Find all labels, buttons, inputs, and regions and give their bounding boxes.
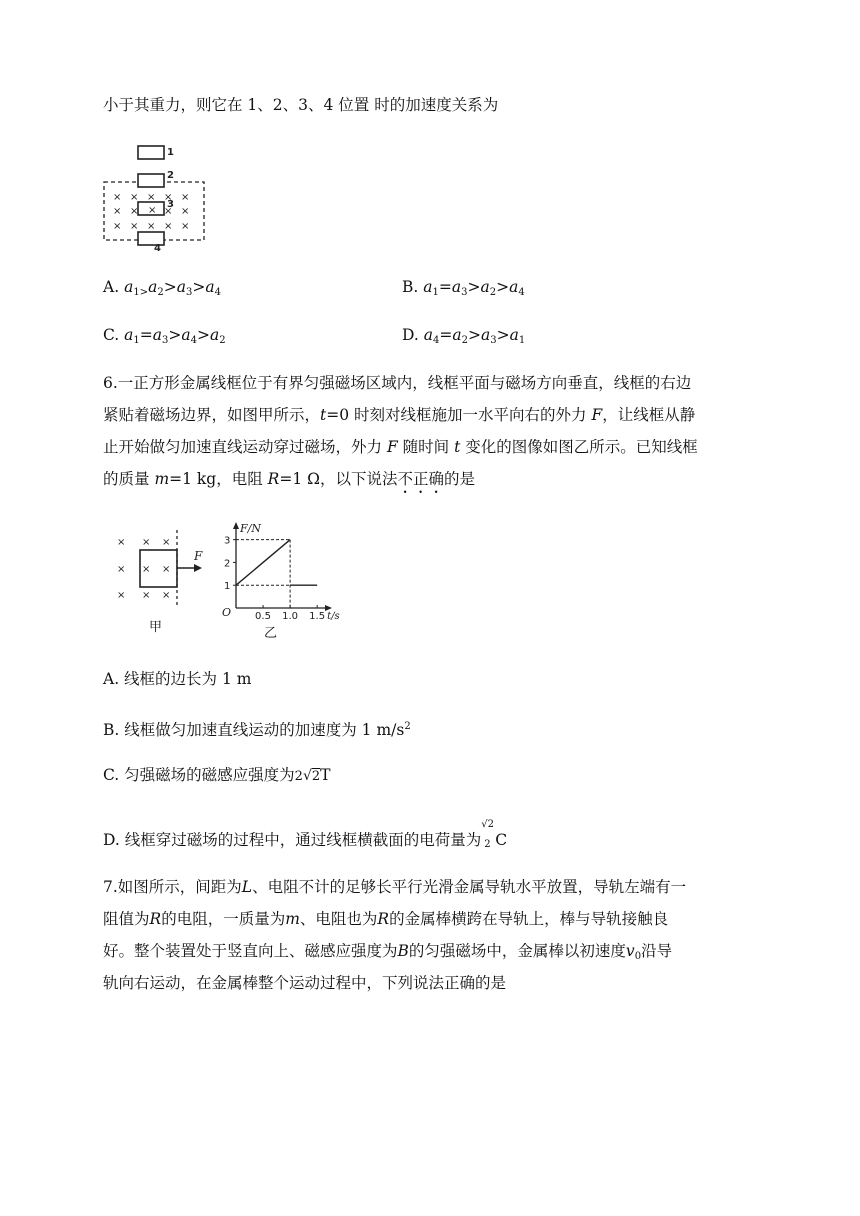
q6-option-c-coef: 2 <box>294 769 303 784</box>
svg-text:×: × <box>142 564 151 575</box>
q6-stem-line-3 <box>103 437 698 457</box>
q5-frame-position-2 <box>138 174 164 187</box>
chart-y-tick-label-1: 2 <box>224 558 231 570</box>
svg-text:×: × <box>130 192 139 203</box>
q6-figure-jia <box>112 528 212 608</box>
chart-x-tick-label-1: 1.0 <box>282 611 299 622</box>
chart-x-tick-label-2: 1.5 <box>309 611 326 622</box>
svg-text:×: × <box>142 590 151 601</box>
q6-l3-c: 变化的图像如图乙所示。已知线框 <box>460 438 698 456</box>
q6-option-b-text: B. 线框做匀加速直线运动的加速度为 1 m/s <box>103 721 405 739</box>
q6-l3-F: F <box>386 438 398 456</box>
chart-y-label: F/N <box>240 522 261 535</box>
svg-text:×: × <box>142 537 151 548</box>
q6-l3-b: 随时间 <box>397 438 455 456</box>
q7-l3-v-subscript: 0 <box>634 951 642 962</box>
svg-text:×: × <box>148 205 157 216</box>
chart-y-tick-label-0: 1 <box>224 581 231 593</box>
q7-l3-b: 的匀强磁场中，金属棒以初速度 <box>408 942 626 960</box>
q5-frame-position-1 <box>138 146 164 159</box>
q6-l4-c: =1 Ω，以下说法 <box>279 470 398 488</box>
q7-l1-L: L <box>241 878 253 896</box>
q7-stem-line-2 <box>103 909 668 929</box>
q7-l1-b: 、电阻不计的足够长平行光滑金属导轨水平放置，导轨左端有一 <box>252 878 687 896</box>
svg-text:×: × <box>130 206 139 217</box>
q5-option-c-prefix: C. <box>103 326 125 344</box>
chart-origin-label: O <box>222 606 232 619</box>
svg-text:×: × <box>113 192 122 203</box>
q6-l4-R: R <box>267 470 280 488</box>
q6-l3-a: 止开始做匀加速直线运动穿过磁场，外力 <box>103 438 387 456</box>
q7-l2-m: m <box>285 910 300 928</box>
svg-text:×: × <box>164 221 173 232</box>
q6-option-d-denominator: 2 <box>484 839 491 850</box>
q5-option-d-prefix: D. <box>402 326 424 344</box>
svg-text:×: × <box>181 192 190 203</box>
svg-text:×: × <box>164 192 173 203</box>
q6-l3-t: t <box>454 438 461 456</box>
svg-text:×: × <box>117 537 126 548</box>
q6-l2-t: t <box>320 406 327 424</box>
q6-l4-m: m <box>154 470 170 488</box>
sqrt-icon: √ <box>302 768 312 784</box>
q6-option-d[interactable] <box>103 819 508 850</box>
q6-option-c[interactable] <box>103 765 331 787</box>
q6-l4-a: 的质量 <box>103 470 155 488</box>
q6-l4-e: 的是 <box>444 470 476 488</box>
chart-y-axis-arrow <box>233 522 239 529</box>
svg-text:×: × <box>162 537 171 548</box>
chart-x-tick-label-0: 0.5 <box>255 611 271 622</box>
q5-option-b[interactable]: B. $a_1=a_3>a_2>a_4$ <box>402 278 525 298</box>
svg-text:×: × <box>147 192 156 203</box>
q6-l2-b: =0 时刻对线框施加一水平向右的外力 <box>326 406 592 424</box>
q7-l2-R2: R <box>377 910 390 928</box>
q6-chart-yi <box>216 520 340 622</box>
q6-option-c-radicand: 2 <box>311 769 321 784</box>
q7-l2-d: 的金属棒横跨在导轨上，棒与导轨接触良 <box>389 910 669 928</box>
svg-text:×: × <box>164 206 173 217</box>
q6-force-arrowhead <box>194 564 202 572</box>
q7-l2-c: 、电阻也为 <box>299 910 378 928</box>
q5-figure <box>100 140 212 252</box>
svg-text:×: × <box>181 221 190 232</box>
q6-l4-b: =1 kg，电阻 <box>169 470 268 488</box>
q6-caption-jia: 甲 <box>149 620 163 635</box>
q7-l2-b: 的电阻，一质量为 <box>161 910 286 928</box>
q7-l1-a: 7.如图所示，间距为 <box>103 878 242 896</box>
chart-series-line-0 <box>236 540 290 586</box>
q6-stem-line-2 <box>103 405 695 425</box>
svg-text:×: × <box>117 564 126 575</box>
q7-l2-a: 阻值为 <box>103 910 150 928</box>
q7-stem-line-3 <box>103 941 672 967</box>
q7-l3-a: 好。整个装置处于竖直向上、磁感应强度为 <box>103 942 398 960</box>
svg-text:×: × <box>113 221 122 232</box>
q7-stem-line-1 <box>103 877 686 897</box>
q5-option-c[interactable]: C. $a_1=a_3>a_4>a_2$ <box>103 326 226 346</box>
q6-option-b[interactable] <box>103 717 411 740</box>
q6-option-d-numerator: √2 <box>481 819 494 830</box>
svg-text:×: × <box>181 206 190 217</box>
q6-option-d-unit: C <box>495 831 508 849</box>
q6-option-b-exponent: 2 <box>404 721 411 732</box>
q7-stem-line-4: 轨向右运动，在金属棒整个运动过程中，下列说法正确的是 <box>103 974 507 992</box>
q5-option-a[interactable]: A. $a_1>a_2>a_3>a_4$ <box>103 278 221 298</box>
svg-text:×: × <box>162 564 171 575</box>
q6-option-d-text: D. 线框穿过磁场的过程中，通过线框横截面的电荷量为 <box>103 831 482 849</box>
q6-option-c-unit: T <box>320 766 331 784</box>
q7-l2-R: R <box>149 910 162 928</box>
q6-stem-line-4 <box>103 469 475 497</box>
q5-option-a-prefix: A. <box>103 278 125 296</box>
q6-option-d-fraction <box>481 819 495 850</box>
q6-emphasis-not-correct: 不正确 <box>397 470 444 488</box>
q5-label-2: 2 <box>167 170 174 181</box>
q6-stem-line-1: 6.一正方形金属线框位于有界匀强磁场区域内，线框平面与磁场方向垂直，线框的右边 <box>103 374 692 392</box>
svg-text:×: × <box>147 221 156 232</box>
svg-text:×: × <box>130 221 139 232</box>
chart-x-label: t/s <box>327 611 340 622</box>
question-5-stem-tail: 小于其重力，则它在 1、2、3、4 位置 时的加速度关系为 <box>103 96 499 114</box>
q6-force-label: F <box>194 549 203 563</box>
svg-text:×: × <box>162 590 171 601</box>
svg-text:×: × <box>113 206 122 217</box>
chart-y-tick-label-2: 3 <box>224 535 231 547</box>
q7-l3-c: 沿导 <box>641 942 673 960</box>
q6-l2-F: F <box>591 406 603 424</box>
q6-caption-yi: 乙 <box>264 626 278 641</box>
q6-l2-a: 紧贴着磁场边界，如图甲所示， <box>103 406 321 424</box>
q7-l3-v: v <box>625 942 635 960</box>
q5-label-1: 1 <box>167 147 174 158</box>
q5-option-b-prefix: B. <box>402 278 424 296</box>
q6-l2-c: ，让线框从静 <box>602 406 696 424</box>
q5-option-d[interactable]: D. $a_4=a_2>a_3>a_1$ <box>402 326 526 346</box>
q5-label-4: 4 <box>154 243 161 254</box>
svg-text:×: × <box>117 590 126 601</box>
q5-label-3: 3 <box>167 199 174 210</box>
q7-l3-B: B <box>397 942 409 960</box>
q6-option-c-text: C. 匀强磁场的磁感应强度为 <box>103 766 295 784</box>
q6-option-a[interactable]: A. 线框的边长为 1 m <box>103 670 252 688</box>
